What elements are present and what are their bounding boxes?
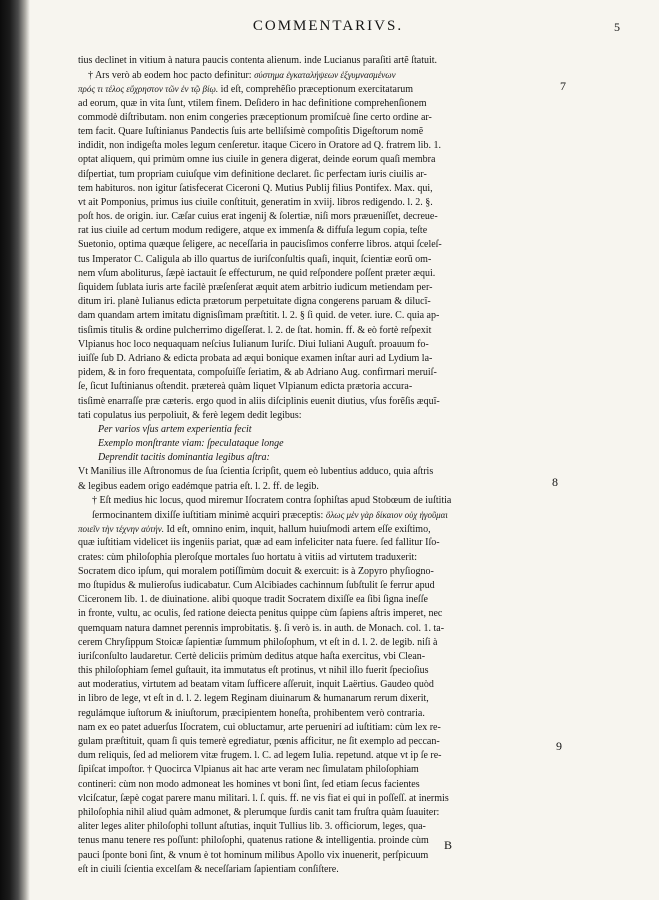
latin-text: Vt Manilius ille Aſtronomus de ſua ſcientia ſcripſit, quem eò lubentius adduco, quia aſtris (78, 466, 434, 478)
latin-text: tati copulatus ius perpoliuit, & ferè legem dedit legibus: (78, 409, 302, 421)
text-line (78, 536, 528, 550)
marginal-note-number: 9 (556, 739, 562, 753)
latin-text: contineri: cùm non modo admoneat les homines vt boni ſint, ſed etiam ſecus facientes (78, 778, 420, 790)
latin-text: tem habituros. non igitur ſatisfecerat Ciceroni Q. Mutius Publij filius Pontifex. Max. qui, (78, 182, 433, 194)
text-line (78, 593, 528, 607)
latin-text: Ciceronem lib. 1. de diuinatione. alibi quoque tradit Socratem dixiſſe ea ſibi ſigna ineſſe (78, 594, 428, 606)
text-line (78, 749, 528, 763)
marginal-note-number: 8 (552, 475, 558, 489)
latin-text: ſiquidem ſublata iuris arte facilè præſenſerat æquit atem arbitrio iudicum metiendam per- (78, 282, 433, 293)
latin-text: commodè diſtributam. non enim congeries præceptionum promiſcuè ſine certo ordine ar- (78, 111, 432, 123)
latin-text: Deprendit tacitis dominantia legibus aſtra: (98, 452, 270, 464)
text-line (78, 295, 528, 309)
latin-text: dam quandam artem imitatu dignisſimam præſtitit. l. 2. § ſi quid. de veter. iure. C. quia ap- (78, 310, 440, 322)
latin-text: mo ſtupidus & mulieroſus iudicabatur. Cum Alcibiades cachinnum ſubſtulit ſe ferrur apud (78, 579, 435, 591)
latin-text: vt ait Pomponius, primus ius ciuile conſtituit, generatim in xviij. libros redigendo. l. 2. §. (78, 196, 433, 208)
text-line (78, 366, 528, 380)
latin-text: indidit, non indigeſta moles legum cenſeretur. itaque Cicero in Oratore ad Q. fratrem lib. 1. (78, 140, 441, 152)
latin-text: ſermocinantem dixiſſe iuſtitiam minimè acquiri præceptis: (92, 510, 324, 521)
text-line (78, 820, 528, 834)
greek-quote: ποιεῖν τὴν τέχνην αὐτήν. (78, 524, 164, 535)
verse-line (78, 437, 528, 451)
latin-text: philoſophia nihil aliud quàm admonet, & plerumque ſurdis canit tam fruſtra quàm ſuauiter: (78, 806, 440, 818)
text-line (78, 224, 528, 238)
latin-text: crates: cùm philoſophia pleroſque mortales ſuo hortatu à vitiis ad virtutem traduxerit: (78, 551, 418, 563)
latin-text: & legibus eadem origo eadémque patria eſt. l. 2. ff. de legib. (78, 480, 319, 492)
text-line (78, 735, 528, 749)
page-number: 5 (614, 20, 620, 34)
verse-line (78, 451, 528, 465)
latin-text: tem facit. Quare Iuſtinianus Pandectis ſuis arte belliſsimè compoſitis Digeſtorum nomẽ (78, 125, 424, 137)
latin-text: Exemplo monſtrante viam: ſpeculataque longe (98, 438, 284, 450)
text-line (78, 607, 528, 621)
text-line (78, 153, 528, 167)
latin-text: † Eſt medius hic locus, quod miremur Iſocratem contra ſophiſtas apud Stobœum de iuſtitia (92, 494, 452, 506)
latin-text: nam ex eo patet aduerſus Iſocratem, cui obluctamur, arte peruenirí ad iuſtitiam: cùm lex re- (78, 721, 441, 733)
latin-text: ditum iri. planè Iulianus edicta prætorum perpetuitate digna congerens paruam & dilucĩ- (78, 296, 431, 308)
latin-text: eſt in ciuili ſcientia excelſam & neceſſariam ſapientiam conſiſtere. (78, 863, 339, 875)
latin-text: quæ iuſtitiam videlicet iis ingeniis pariat, quæ ad eam infeliciter nata fuere. ſed fallitur Iſo- (78, 537, 440, 549)
latin-text: in fronte, vultu, ac oculis, ſed ratione deiecta penitus quippe cùm ſapiens aſtris imperet, nec (78, 608, 443, 620)
latin-text: pauci ſponte boni ſint, & vnum è tot hominum milibus Apollo vix inuenerit, perſpicuum (78, 849, 429, 861)
text-line (78, 97, 528, 111)
text-line (78, 778, 528, 792)
latin-text: diſpertiat, tum propriam cuiuſque vim definitione declaret. ſic perfectam iuris ciuilis ar- (78, 168, 427, 180)
latin-text: in libro de lege, vt eſt in d. l. 2. legem Reginam diuinarum & humanarum rerum dixerit, (78, 693, 429, 705)
text-line (78, 508, 528, 522)
text-line (78, 650, 528, 664)
text-line (78, 82, 528, 96)
latin-text: pidem, & in foro frequentata, compoſuiſſe ſeriatim, & ab Adriano Aug. confirmari meruiſ- (78, 367, 437, 379)
text-line (78, 409, 528, 423)
text-line (78, 806, 528, 820)
latin-text: Id eſt, omnino enim, inquit, hallum huiuſmodi artem eſſe exiſtimo, (166, 524, 431, 536)
latin-text: tisſimè enarraſſe præ cæteris. ergo quod in aliis diſciplinis euenit diutius, vſus forẽſis æquĩ- (78, 395, 440, 407)
text-line (78, 139, 528, 153)
latin-text: regulámque iuſtorum & iniuſtorum, præcipientem honeſta, prohibentem verò contraria. (78, 707, 425, 719)
text-line (78, 238, 528, 252)
text-line (78, 253, 528, 267)
text-line (78, 494, 528, 508)
text-line (78, 792, 528, 806)
latin-text: dum reliquis, ſed ad meliorem vitæ frugem. l. C. ad legem Iulia. repetund. atque vt ip ſe re- (78, 750, 442, 762)
text-line (78, 692, 528, 706)
latin-text: tius declinet in vitium à natura paucis contenta alienum. inde Lucianus paraſiti artẽ ſtatuit. (78, 55, 438, 66)
verse-line (78, 423, 528, 437)
latin-text: ad eorum, quæ in vita ſunt, vtilem finem. Deſidero in hac definitione comprehenſionem (78, 97, 427, 109)
text-line (78, 849, 528, 863)
marginal-note-number: 7 (560, 79, 566, 93)
text-line (78, 196, 528, 210)
text-line (78, 281, 528, 295)
latin-text: vlciſcatur, ſæpè cogat parere manu militari. l. ſ. quis. ff. ne vis fiat ei qui in poſſeſſ. at inermis (78, 792, 449, 804)
latin-text: Suetonio, optima quæque ſeligere, ac neceſſaria in paucisſimos conferre libros. atqui ſceleſ- (78, 239, 442, 251)
latin-text: † Ars verò ab eodem hoc pacto definitur: (88, 70, 252, 82)
page-gutter-shadow (0, 0, 30, 900)
latin-text: Socratem dico ipſum, qui moralem potiſſimùm docuit & exercuit: is à Zopyro phyſiogno- (78, 565, 434, 577)
greek-quote: ὅλως μὲν γὰρ δίκαιον οὐχ ἡγοῦμαι (325, 510, 448, 520)
latin-text: ſe, ſicut Iuſtinianus oſtendit. prætereà quàm liquet Vlpianum edicta prætoria accura- (78, 381, 413, 393)
text-line (78, 380, 528, 394)
text-line (78, 565, 528, 579)
text-line (78, 636, 528, 650)
latin-text: rat ius ciuile ad certum modum redigere, atque ex immenſa & diffuſa legum copia, teſte (78, 225, 428, 237)
latin-text: poſt hos. de origin. iur. Cæſar cuius erat ingenij & ſolertiæ, niſi mors præueniſſet, decreue- (78, 211, 438, 223)
latin-text: nem vſum aboliturus, ſæpè iactauit ſe effecturum, ne quid reſpondere poſſent præter æqui. (78, 267, 436, 279)
signature-mark: B (444, 838, 453, 852)
latin-text: tisſimis titulis & ordine pulcherrimo digeſſerat. l. 2. de ſtat. homin. ff. & eò fortè reſpexit (78, 324, 432, 336)
running-title: COMMENTARIVS. (252, 18, 404, 34)
latin-text: iuiſſe ſub D. Adriano & edicta probata ad æqui bonique examen inſtar auri ad Lydium la- (78, 352, 433, 364)
text-line (78, 210, 528, 224)
text-line (78, 125, 528, 139)
text-line (78, 465, 528, 479)
latin-text: tus Imperator C. Caligula ab illo quartus de iuriſconſultis quaſi, inquit, ſcientiæ eorũ om- (78, 253, 432, 265)
text-line (78, 309, 528, 323)
text-line (78, 551, 528, 565)
text-line (78, 678, 528, 692)
latin-text: cerem Chryſippum Stoicæ ſapientiæ ſummum philoſophum, vt eſt in d. l. 2. de legib. niſi à (78, 636, 438, 648)
text-line (78, 352, 528, 366)
text-line (78, 54, 528, 68)
latin-text: this philoſophiam ſemel guſtauit, ita immutatus eſt protinus, vt nihil illo fuerit ſpecioſius (78, 665, 429, 677)
text-line (78, 324, 528, 338)
text-line (78, 834, 528, 848)
latin-text: optat aliquem, qui primùm omne ius ciuile in genera digerat, deinde eorum quaſi membra (78, 154, 436, 166)
latin-text: Per varios vſus artem experientia fecit (98, 423, 252, 435)
latin-text: id eſt, comprehẽſio præceptionum exercitatarum (220, 84, 414, 96)
commentary-text (78, 54, 528, 877)
latin-text: iuriſconſulto laudaretur. Certè deliciis primùm deditus atque haſta exercitus, vbi Clean- (78, 650, 426, 662)
greek-quote: σύστημα ἐγκαταλήψεων ἐξγυμνασμένων (254, 70, 396, 81)
latin-text: gulam præſtituit, quam ſi quis temerè egrediatur, pœnis afficitur, ne ſit exemplo ad peccan- (78, 736, 440, 747)
text-line (78, 664, 528, 678)
page-header (36, 14, 620, 38)
latin-text: ſipiſcat impoſtor. † Quocirca Vlpianus ait hac arte veram nec ſimulatam philoſophiam (78, 764, 419, 776)
text-line (78, 182, 528, 196)
text-line (78, 338, 528, 352)
greek-quote: πρός τι τέλος εὔχρηστον τῶν ἐν τῷ βίῳ. (78, 84, 219, 95)
text-line (78, 111, 528, 125)
text-line (78, 168, 528, 182)
text-line (78, 267, 528, 281)
text-line (78, 68, 528, 82)
text-line (78, 863, 528, 877)
latin-text: aut moderatius, virtutem ad beatam vitam ſufficere aſſeruit, inquit Laërtius. Gaudeo quòd (78, 679, 434, 691)
latin-text: tenus manu tenere res poſſunt: philoſophi, quatenus ratione & intelligentia. proinde cùm (78, 835, 429, 847)
text-line (78, 579, 528, 593)
text-line (78, 721, 528, 735)
text-line (78, 707, 528, 721)
text-line (78, 395, 528, 409)
latin-text: Vlpianus hoc loco nequaquam neſcius Iulianum Iuriſc. Diui Iuliani Auguſt. proauum fo- (78, 338, 429, 350)
text-line (78, 763, 528, 777)
text-line (78, 522, 528, 536)
text-line (78, 480, 528, 494)
latin-text: aliter leges aliter philoſophi tollunt aſtutias, inquit Tullius lib. 3. officiorum, leges, qua- (78, 821, 426, 833)
text-line (78, 622, 528, 636)
latin-text: quemquam natura damnet perennis improbitatis. §. ſi verò is. in auth. de Monach. col. 1. ta- (78, 622, 445, 634)
